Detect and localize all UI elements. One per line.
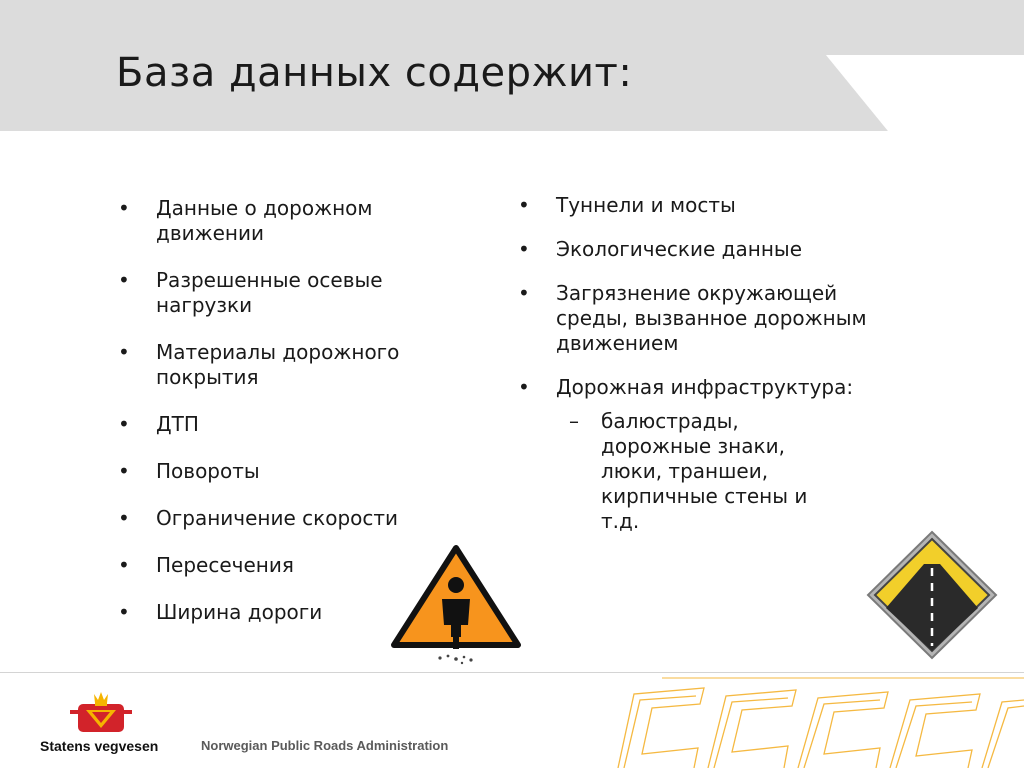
item-text: Данные о дорожном движении — [156, 196, 373, 245]
statens-vegvesen-logo — [70, 688, 132, 736]
bullet: • — [118, 196, 130, 220]
item-text: Экологические данные — [556, 237, 802, 261]
list-item — [518, 281, 888, 356]
item-text: Загрязнение окружающей среды, вызванное дорожным движением — [556, 281, 867, 355]
item-text: ДТП — [156, 412, 199, 436]
list-item — [118, 459, 438, 484]
item-text: Пересечения — [156, 553, 294, 577]
sub-list — [556, 409, 888, 534]
bullet: • — [518, 237, 530, 261]
bullet: • — [518, 193, 530, 217]
sub-item-text: балюстрады, дорожные знаки, люки, траншеи, кирпичные стены и т.д. — [601, 409, 808, 533]
bullet: • — [118, 340, 130, 364]
footer-decorative-pattern — [612, 676, 1024, 768]
item-text: Туннели и мосты — [556, 193, 736, 217]
roadworks-sign-icon — [390, 545, 522, 667]
item-text: Разрешенные осевые нагрузки — [156, 268, 383, 317]
bullet: • — [518, 281, 530, 305]
footer-divider — [0, 672, 1024, 673]
list-item — [518, 237, 888, 262]
footer-brand: Statens vegvesen — [40, 738, 159, 754]
item-text: Ширина дороги — [156, 600, 323, 624]
list-item — [118, 196, 438, 246]
list-item — [118, 340, 438, 390]
right-bullet-list — [518, 193, 888, 534]
list-item — [118, 412, 438, 437]
item-text: Материалы дорожного покрытия — [156, 340, 400, 389]
bullet: • — [118, 459, 130, 483]
list-item — [518, 375, 888, 534]
road-ahead-sign-icon — [866, 530, 998, 660]
bullet: • — [518, 375, 530, 399]
bullet: • — [118, 600, 130, 624]
item-text: Ограничение скорости — [156, 506, 399, 530]
list-item — [518, 193, 888, 218]
dash-marker: – — [569, 409, 579, 433]
item-text: Повороты — [156, 459, 260, 483]
bullet: • — [118, 268, 130, 292]
sub-list-item — [556, 409, 841, 534]
item-text: Дорожная инфраструктура: — [556, 375, 854, 399]
bullet: • — [118, 553, 130, 577]
footer-organization: Norwegian Public Roads Administration — [201, 738, 449, 753]
bullet: • — [118, 412, 130, 436]
bullet: • — [118, 506, 130, 530]
header-notch — [826, 55, 1024, 131]
list-item — [118, 268, 438, 318]
slide-title: База данных содержит: — [116, 50, 633, 96]
list-item — [118, 506, 438, 531]
